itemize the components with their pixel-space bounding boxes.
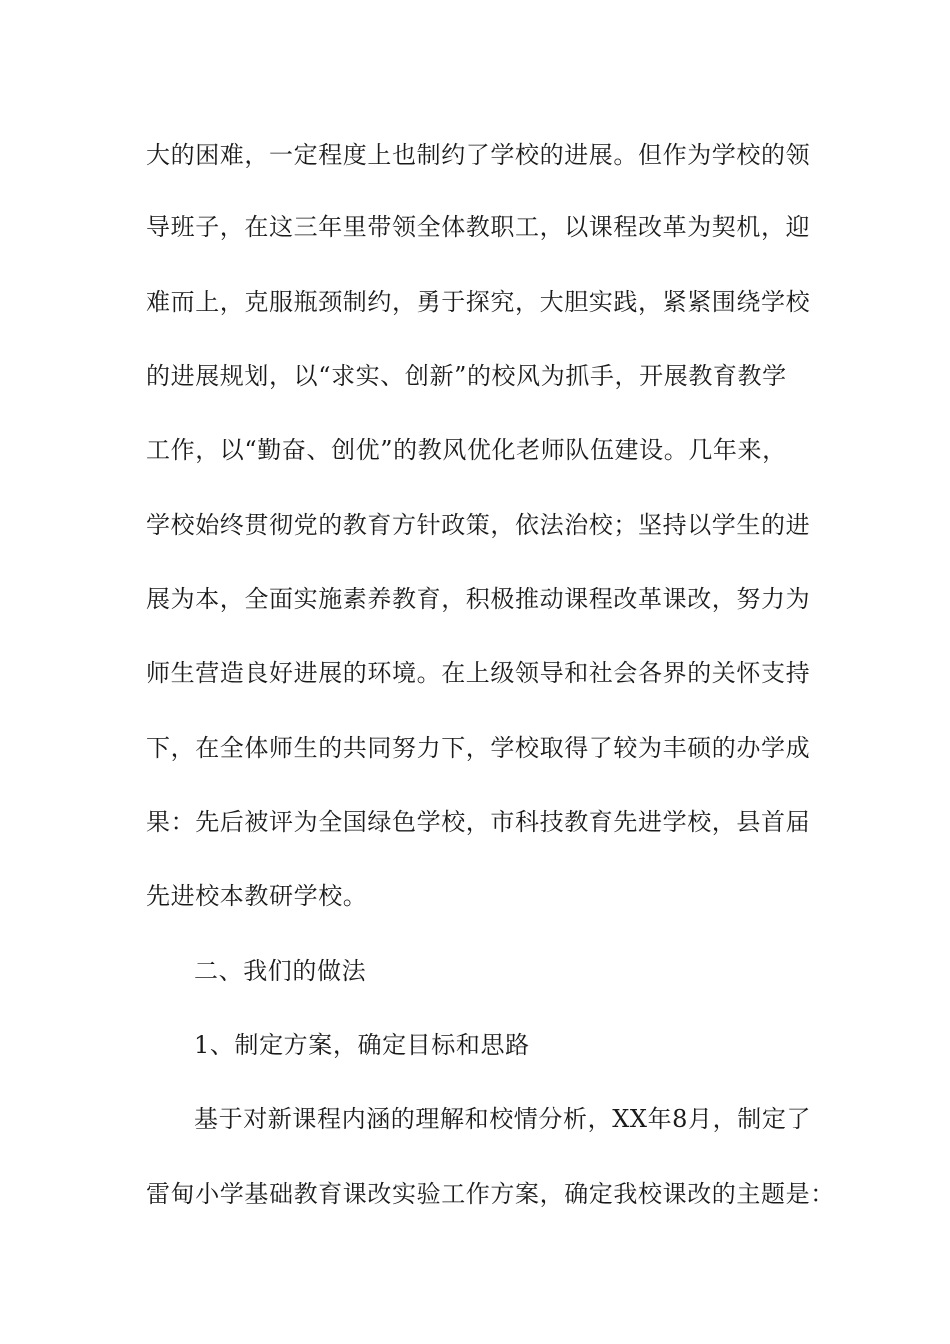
paragraph-line: 学校始终贯彻党的教育方针政策，依法治校；坚持以学生的进 (146, 511, 811, 539)
paragraph-line: 的进展规划，以“求实、创新”的校风为抓手，开展教育教学 (146, 362, 787, 390)
paragraph-line: 基于对新课程内涵的理解和校情分析，XX年8月，制定了 (194, 1105, 812, 1133)
paragraph-line: 大的困难，一定程度上也制约了学校的进展。但作为学校的领 (146, 141, 811, 169)
paragraph-line: 难而上，克服瓶颈制约，勇于探究，大胆实践，紧紧围绕学校 (146, 288, 811, 316)
paragraph-line: 展为本，全面实施素养教育，积极推动课程改革课改，努力为 (146, 585, 811, 613)
paragraph-line: 先进校本教研学校。 (146, 882, 368, 910)
paragraph-line: 师生营造良好进展的环境。在上级领导和社会各界的关怀支持 (146, 659, 811, 687)
paragraph-line: 导班子，在这三年里带领全体教职工，以课程改革为契机，迎 (146, 213, 811, 241)
paragraph-line: 下，在全体师生的共同努力下，学校取得了较为丰硕的办学成 (146, 734, 811, 762)
paragraph-line: 工作，以“勤奋、创优”的教风优化老师队伍建设。几年来， (146, 436, 787, 464)
paragraph-line: 果：先后被评为全国绿色学校，市科技教育先进学校，县首届 (146, 808, 811, 836)
paragraph-line: 雷甸小学基础教育课改实验工作方案，确定我校课改的主题是： (146, 1180, 835, 1208)
subsection-heading: 1、制定方案，确定目标和思路 (194, 1031, 530, 1059)
section-heading: 二、我们的做法 (194, 957, 367, 985)
